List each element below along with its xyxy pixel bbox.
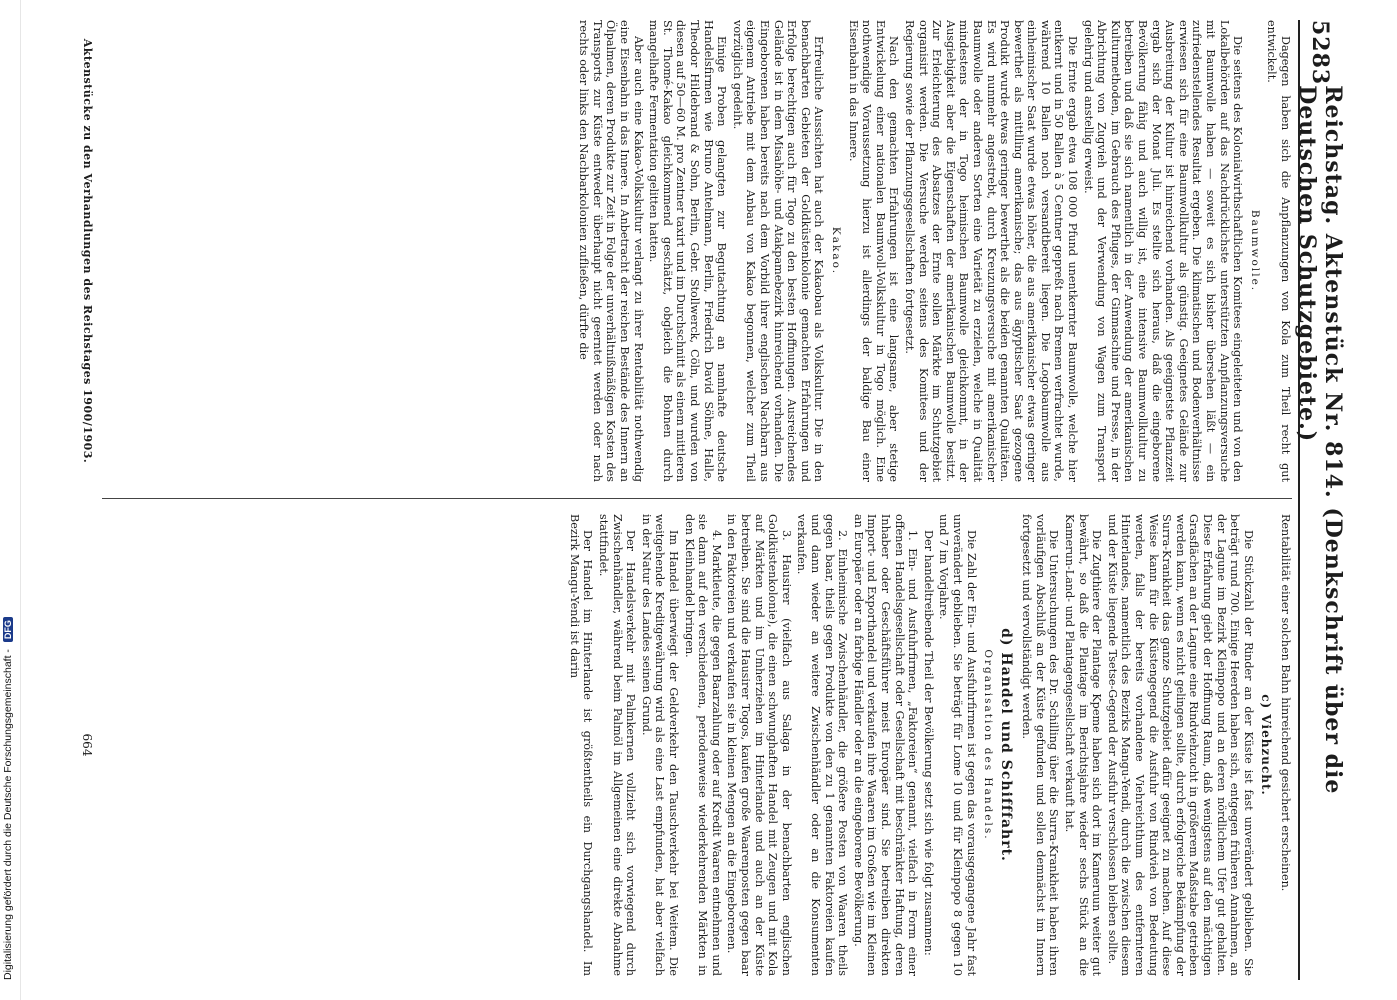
paragraph: Rentabilität einer solchen Bahn hinreichend gesichert erscheinen.: [1279, 514, 1292, 892]
paragraph: Erfreuliche Aussichten hat auch der Kakaobau als Volkskultur. Die in den benachbarten Gebieten der Goldküstenkolonie gemachten Erfahrungen und Erfolge berechtigen auch für Togo zu den besten Hoffnungen. Ausreichendes Gelände ist in dem Misahöhe- und Atakpamebezirk hinreichend vorhanden. Die Eingeborenen haben bereits nach dem Vorbild ihrer englischen Nachbarn aus eigenem Antriebe mit dem Anbau von Kakao begonnen, welcher zum Theil vorzüglich gedeiht.: [730, 20, 826, 482]
digitization-credit: [2, 0, 14, 980]
paragraph: Die Stückzahl der Rinder an der Küste ist fast unverändert geblieben. Sie beträgt rund 700. Einige Heerden haben sich, entgegen früheren Annahmen, an der Lagune im Bezirk Kleinpopo und an deren nördlichem Ufer gut gehalten. Diese Erfahrung giebt der Hoffnung Raum, daß wenigstens auf den mächtigen Grasflächen an der Lagune eine Rindviehzucht in größerem Maßstabe getrieben werden kann, wenn es nicht gelingen sollte, durch erfolgreiche Bekämpfung der Surra-Krankheit das ganze Schutzgebiet dafür geeignet zu machen. Auf diese Weise kann für die Küstengegend die Ausfuhr von Rindvieh von Bedeutung werden, falls der bereits vorhandene Viehreichthum des entfernteren Hinterlandes, namentlich des Bezirks Mangu-Yendi, durch die zwischen diesem und der Küste liegende Tsetse-Gegend der Ausfuhr verschlossen bleiben sollte.: [1105, 514, 1255, 976]
paragraph: Die seitens des Kolonialwirthschaftlichen Komitees eingeleiteten und von den Lokalbehörden auf das Nachdrücklichste unterstützten Anpflanzungsversuche mit Baumwolle haben — soweit es sich bisher übersehen läßt — ein zufriedenstellendes Resultat ergeben. Die klimatischen und Bodenverhältnisse erwiesen sich für eine Baumwollkultur als günstig. Geeignetes Gelände zur Ausbreitung der Kultur ist hinreichend vorhanden. Als geeignetste Pflanzzeit ergab sich der Monat Juli. Es stellte sich heraus, daß die eingeborene Bevölkerung fähig und auch willig ist, eine intensive Baumwollkultur zu betreiben und daß sie sich namentlich in der Anwendung der amerikanischen Kulturmethoden, im Gebrauch des Pfluges, der Ginmaschine und Presse, in der Abrichtung von Zugvieh und der Verwendung von Wagen zum Transport gelehrig und anstellig erweist.: [1081, 20, 1245, 482]
paragraph: Die Ernte ergab etwa 108 000 Pfund unentkernter Baumwolle, welche hier entkernt und in 50 Ballen à 5 Centner gepreßt nach Bremen verfrachtet wurde, während 10 Ballen noch versandtbereit liegen. Die Logobaumwolle aus einheimischer Saat wurde etwas höher, die aus amerikanischer etwas geringer bewerthet als mittlling amerikanische; das aus ägyptischer Saat gezogene Produkt wurde etwas geringer bewerthet als die beiden genannten Qualitäten. Es wird nunmehr angestrebt, durch Kreuzungsversuche mit amerikanischer Baumwolle oder anderen Sorten eine Varietät zu erzielen, welche in Qualität mindestens der in Togo heimischen Baumwolle gleichkommt, in der Ausgiebigkeit aber die Eigenschaften der amerikanischen Baumwolle besitzt. Zur Erleichterung des Absatzes der Ernte sollen Märkte im Schutzgebiet organisirt werden. Die Versuche werden seitens des Komitees und der Regierung sowie der Pflanzungsgesellschaften fortgesetzt.: [902, 20, 1080, 482]
page-header: [1294, 20, 1346, 980]
digitization-sidebar: [0, 0, 21, 1000]
paragraph: Nach den gemachten Erfahrungen ist eine langsame, aber stetige Entwickelung einer nationalen Baumwoll-Volkskultur in Togo möglich. Eine nothwendige Voraussetzung hierzu ist allerdings der baldige Bau einer Eisenbahn in das Innere.: [846, 20, 901, 482]
section-heading-handel: d) Handel und Schifffahrt.: [997, 628, 1014, 862]
paragraph: 3. Hausirer (vielfach aus Salaga in der benachbarten englischen Goldküstenkolonie), die einen schwunghaften Handel mit Zeugen und mit Kola auf Märkten und im Umherziehen im Hinterlande und auch an der Küste betreiben. Sie sind die Hausirer Togos, kaufen große Waarenposten gegen baar in den Faktoreien und verkaufen sie in kleinen Mengen an die Eingeborenen.: [725, 514, 793, 976]
section-heading-baumwolle: Baumwolle.: [1248, 209, 1261, 293]
dfg-logo: DFG: [3, 617, 13, 642]
document-page: [50, 20, 1346, 980]
paragraph: Aber auch eine Kakao-Volkskultur verlangt zu ihrer Rentabilität nothwendig eine Eisenbahn in das Innere. In Anbetracht der reichen Bestände des Innern an Ölpalmen, deren Produkte zur Zeit in Folge der unverhältnißmäßigen Kosten des Transports zur Küste entweder überhaupt nicht geerntet werden oder nach rechts oder links den Nachbarkolonien zufließen, dürfte die: [577, 20, 645, 482]
paragraph: Der Handelsverkehr mit Palmkernen vollzieht sich vorwiegend durch Zwischenhändler, während beim Palmöl im Allgemeinen eine direkte Abnahme stattfindet.: [597, 514, 638, 976]
paragraph: 1. Ein- und Ausfuhrfirmen, „Faktoreien“ genannt, vielfach in Form einer offenen Handelsgesellschaft oder Gesellschaft mit beschränkter Haftung, deren Inhaber oder Geschäftsführer meist Europäer sind. Sie betreiben direkten Import- und Exporthandel und verkaufen ihre Waaren im Großen wie im Kleinen an Europäer oder an farbige Händler oder an die eingeborene Bevölkerung.: [851, 514, 920, 976]
page-title: Reichstag. Aktenstück Nr. 814. (Denkschrift über die Deutschen Schutzgebiete.): [1294, 85, 1346, 795]
left-column: [102, 20, 1292, 482]
footer-page-number: 664: [80, 733, 94, 757]
paragraph: Dagegen haben sich die Anpflanzungen von Kola zum Theil recht gut entwickelt.: [1265, 20, 1292, 482]
subsection-heading-organisation: Organisation des Handels.: [982, 649, 995, 841]
paragraph: Einige Proben gelangten zur Begutachtung an namhafte deutsche Handelsfirmen wie Bruno Antelmann, Berlin, Friedrich David Söhne, Halle, Theodor Hildebrand & Sohn, Berlin, Gebr. Stollwerck, Cöln, und wurden von diesen auf 50—60 M. pro Zentner taxirt und im Durchschnitt als einem mittleren St. Thomé-Kakao gleichkommend geschätzt, obgleich die Bohnen durch mangelhafte Fermentation gelitten hatten.: [647, 20, 729, 482]
section-heading-viehzucht: c) Viehzucht.: [1259, 694, 1274, 796]
footer-source: Aktenstücke zu den Verhandlungen des Reichstages 1900/1903.: [81, 38, 94, 464]
paragraph: 2. Einheimische Zwischenhändler, die größere Posten von Waaren theils gegen baar, theils gegen Produkte von den zu 1 genannten Faktoreien kaufen und dann wieder an weitere Zwischenhändler oder an die Konsumenten verkaufen.: [795, 514, 850, 976]
paragraph: Der Handel im Hinterlande ist größtentheils ein Durchgangshandel. Im Bezirk Mangu-Yendi ist darin: [567, 514, 595, 976]
paragraph: Der handeltreibende Theil der Bevölkerung setzt sich wie folgt zusammen:: [921, 530, 935, 956]
paragraph: Die Zugthiere der Plantage Kpeme haben sich dort im Kameruun weiter gut bewährt, so daß die Plantage im Berichtsjahre wieder sechs Stück an die Kamerun-Land- und Plantagengesellschaft verkauft hat.: [1063, 514, 1104, 976]
paragraph: Im Handel überwiegt der Geldverkehr den Tauschverkehr bei Weitem. Die weitgehende Kreditgewährung wird als eine Last empfunden, hat aber vielfach in der Natur des Landes seinen Grund.: [639, 514, 681, 976]
column-divider: [102, 498, 1292, 499]
paragraph: Die Zahl der Ein- und Ausfuhrfirmen ist gegen das vorausgegangene Jahr fast unverändert geblieben. Sie beträgt für Lome 10 und für Kleinpopo 8 gegen 10 und 7 im Vorjahre.: [937, 514, 978, 976]
right-column: [102, 514, 1292, 976]
digitization-credit-text: Digitalisierung gefördert durch die Deutsche Forschungsgemeinschaft -: [2, 649, 14, 980]
paragraph: Die Untersuchungen des Dr. Schilling über die Surra-Krankheit haben ihren vorläufigen Abschluß an der Küste gefunden und sollen demnächst im Innern fortgesetzt und vervollständigt werden.: [1020, 514, 1061, 976]
page-number: 5283: [1307, 20, 1333, 86]
paragraph: 4. Marktleute, die gegen Baarzahlung oder auf Kredit Waaren entnehmen und sie dann auf den verschiedenen, periodenweise wiederkehrenden Märkten in den Kleinhandel bringen.: [682, 514, 723, 976]
section-heading-kakao: Kakao.: [830, 226, 842, 276]
